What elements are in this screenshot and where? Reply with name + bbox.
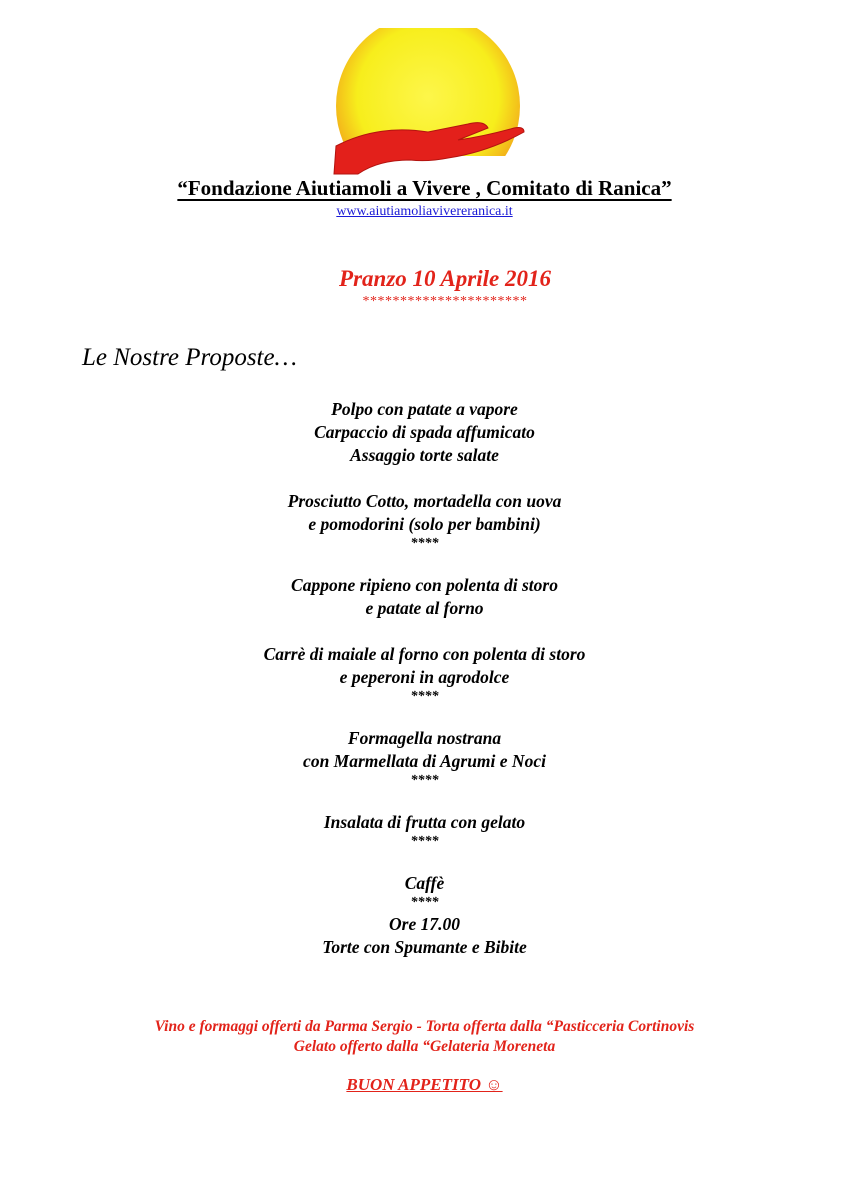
menu-item: Prosciutto Cotto, mortadella con uova <box>287 491 562 511</box>
organization-url-link[interactable]: www.aiutiamoliavivereranica.it <box>336 204 513 219</box>
menu-item: con Marmellata di Agrumi e Noci <box>303 751 546 771</box>
menu-item: Caffè <box>404 873 445 893</box>
menu-separator: **** <box>410 773 439 788</box>
menu-separator: **** <box>410 689 439 704</box>
sponsors-line: Gelato offerto dalla “Gelateria Moreneta <box>293 1038 556 1055</box>
menu-item: Torte con Spumante e Bibite <box>322 937 527 957</box>
menu-separator: **** <box>410 895 439 910</box>
menu-item: Carrè di maiale al forno con polenta di storo <box>263 644 586 664</box>
sponsors-note <box>0 1017 849 1057</box>
menu-item: Polpo con patate a vapore <box>331 399 518 419</box>
section-title: Le Nostre Proposte… <box>82 344 297 371</box>
menu-item: Insalata di frutta con gelato <box>323 812 526 832</box>
menu-list <box>0 398 849 959</box>
menu-item: Ore 17.00 <box>389 914 460 934</box>
sponsors-line: Vino e formaggi offerti da Parma Sergio - Torta offerta dalla “Pasticceria Cortinovis <box>154 1018 695 1035</box>
organization-title: “Fondazione Aiutiamoli a Vivere , Comitato di Ranica” <box>177 176 672 200</box>
menu-item: e pomodorini (solo per bambini) <box>308 514 541 534</box>
event-title: Pranzo 10 Aprile 2016 <box>339 266 551 291</box>
sun-hand-logo-icon <box>318 28 538 178</box>
event-title-stars: ********************** <box>362 294 528 309</box>
menu-item: Formagella nostrana <box>347 728 502 748</box>
menu-separator: **** <box>410 536 439 551</box>
menu-separator: **** <box>410 834 439 849</box>
closing-greeting: BUON APPETITO ☺ <box>346 1075 503 1094</box>
menu-item: Cappone ripieno con polenta di storo <box>291 575 558 595</box>
menu-item: Carpaccio di spada affumicato <box>314 422 535 442</box>
menu-item: e peperoni in agrodolce <box>339 667 510 687</box>
menu-item: Assaggio torte salate <box>350 445 499 465</box>
menu-item: e patate al forno <box>365 598 484 618</box>
